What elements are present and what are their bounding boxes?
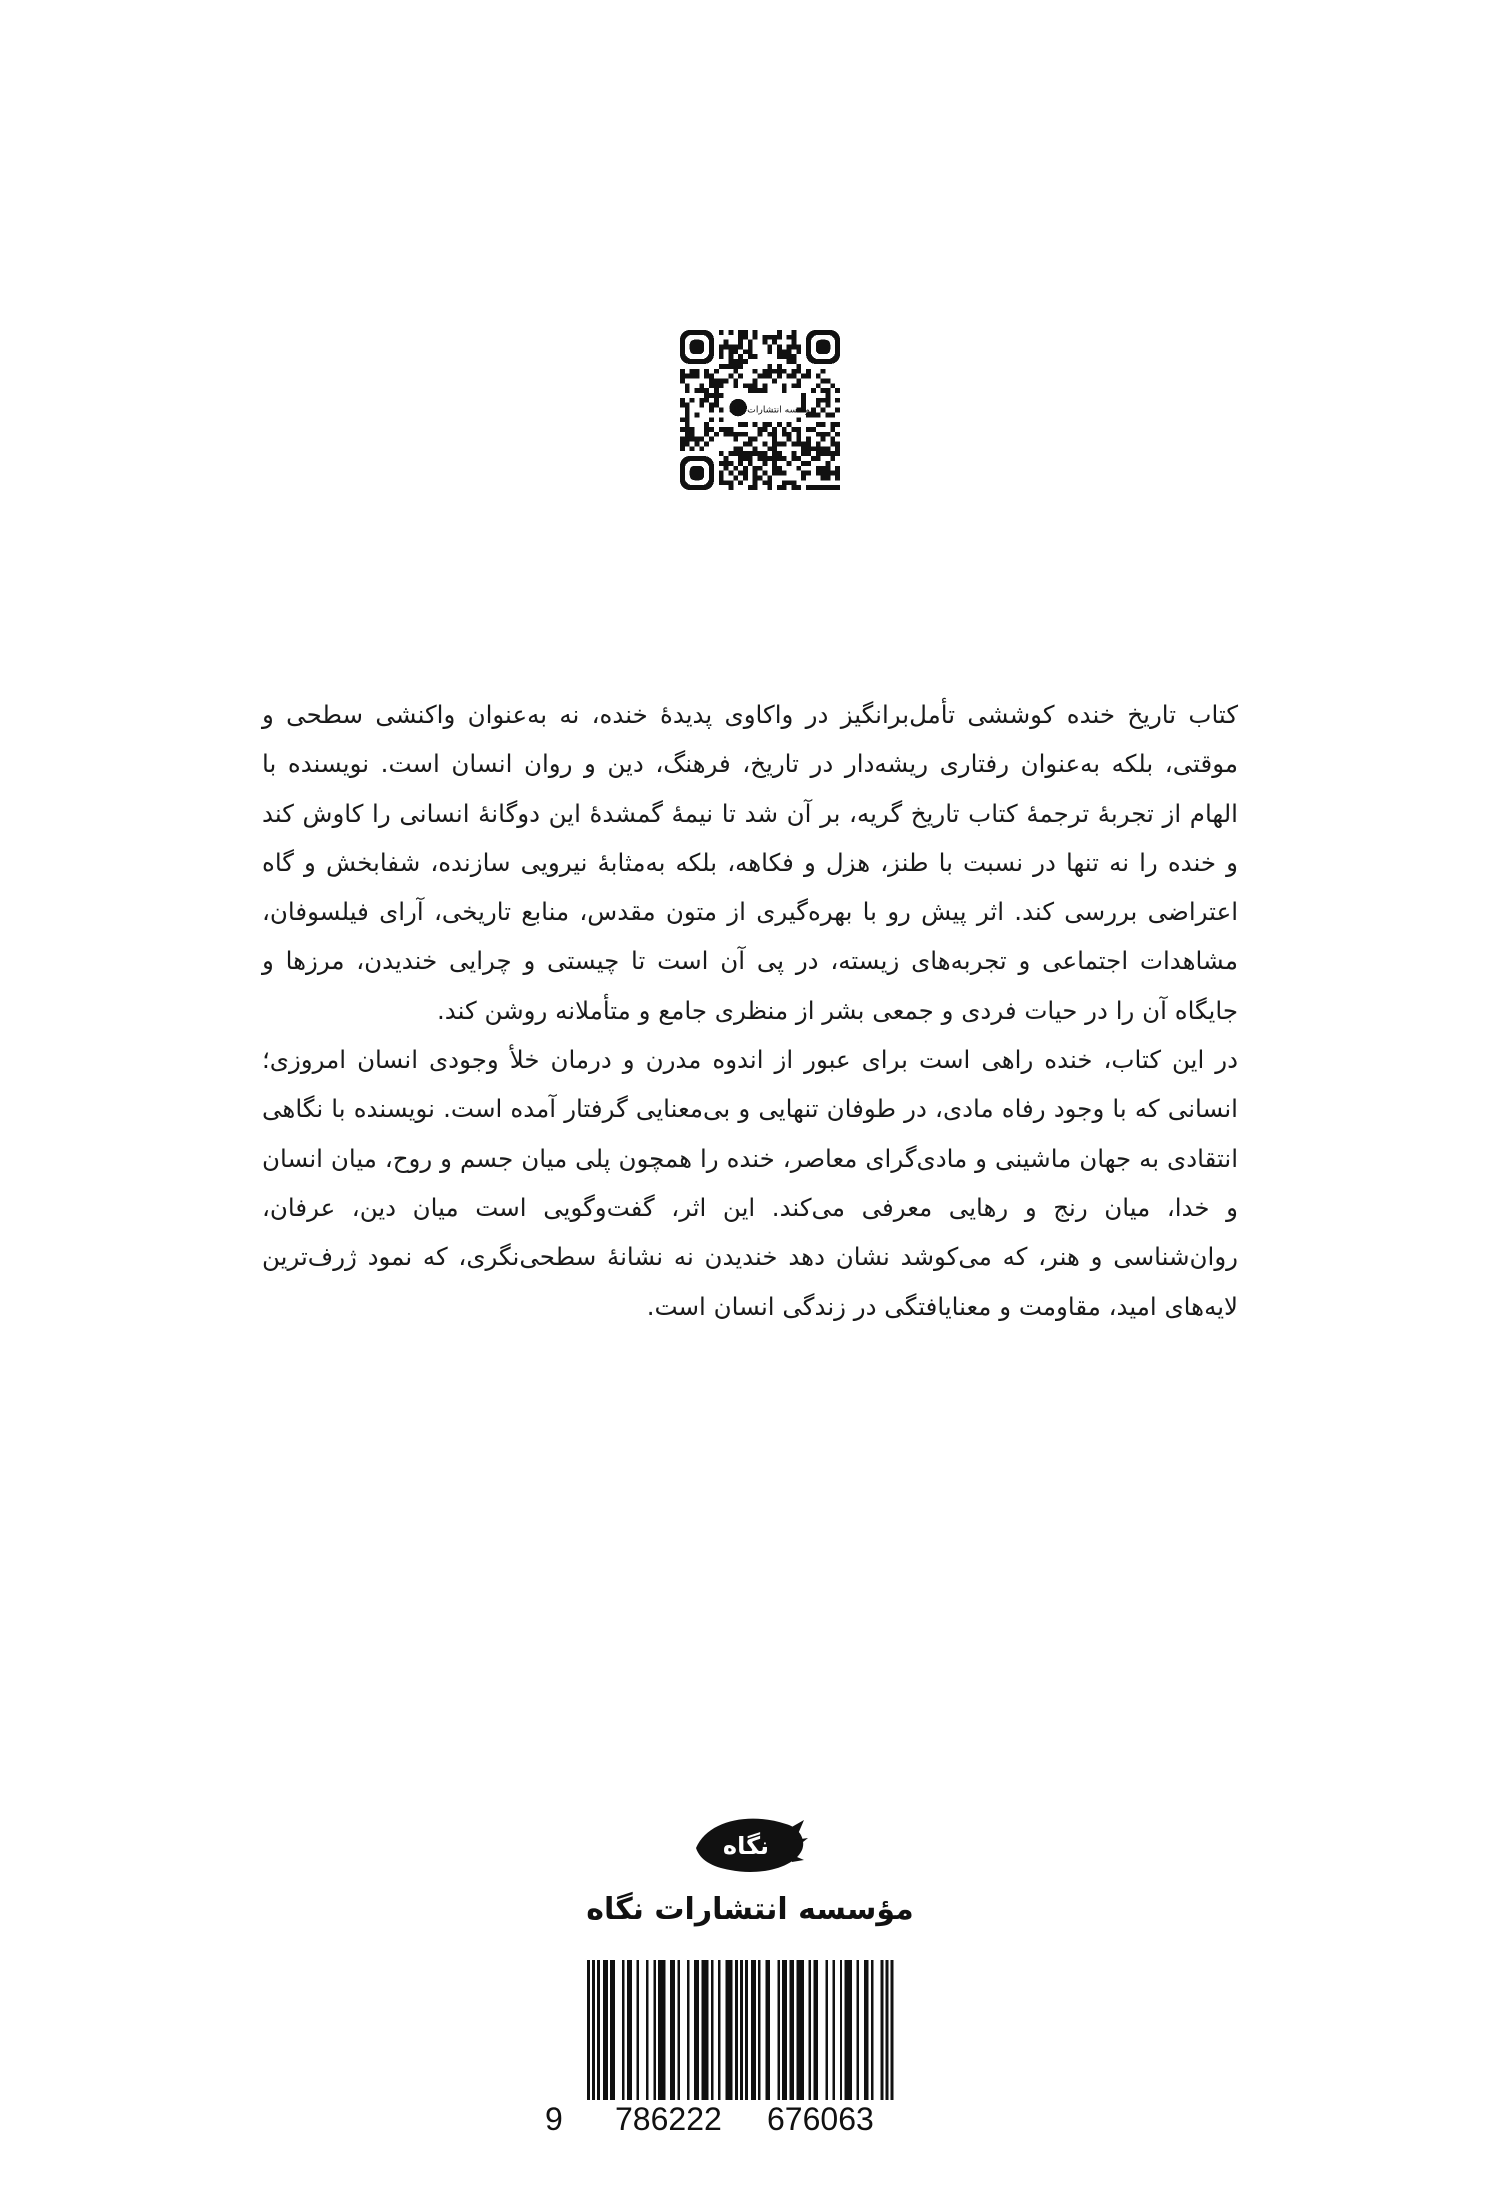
back-cover-blurb [262,690,1238,1331]
isbn-lead-digit: 9 [545,2101,563,2137]
qr-center-label: موسسه انتشارات نگاه [728,404,816,416]
negah-logo-icon [690,1810,810,1880]
blurb-paragraph-1: کتاب تاریخ خنده کوششی تأمل‌برانگیز در واکاوی پدیدهٔ خنده، نه به‌عنوان واکنشی سطحی و موقتی، بلکه به‌عنوان رفتاری ریشه‌دار در تاریخ، فرهنگ، دین و روان انسان است. نویسنده با الهام از تجربهٔ ترجمهٔ کتاب تاریخ گریه، بر آن شد تا نیمهٔ گمشدهٔ این دوگانهٔ انسانی را کاوش کند و خنده را نه تنها در نسبت با طنز، هزل و فکاهه، بلکه به‌مثابهٔ نیرویی سازنده، شفابخش و گاه اعتراضی بررسی کند. اثر پیش رو با بهره‌گیری از متون مقدس، منابع تاریخی، آرای فیلسوفان، مشاهدات اجتماعی و تجربه‌های زیسته، در پی آن است تا چیستی و چرایی خندیدن، مرزها و جایگاه آن را در حیات فردی و جمعی بشر از منظری جامع و متأملانه روشن کند. [262,700,1238,1025]
isbn-group-1: 786222 [615,2101,722,2137]
isbn-number [545,2102,955,2136]
qr-code [680,330,840,490]
publisher-logo [690,1810,810,1880]
logo-text: نگاه [722,1832,770,1860]
qr-code-icon [680,330,840,490]
publisher-name: مؤسسه انتشارات نگاه [586,1892,914,1927]
isbn-barcode [545,1960,955,2135]
blurb-paragraph-2: در این کتاب، خنده راهی است برای عبور از اندوه مدرن و درمان خلأ وجودی انسان امروزی؛ انسانی که با وجود رفاه مادی، در طوفان تنهایی و بی‌معنایی گرفتار آمده است. نویسنده با نگاهی انتقادی به جهان ماشینی و مادی‌گرای معاصر، خنده را همچون پلی میان جسم و روح، میان انسان و خدا، میان رنج و رهایی معرفی می‌کند. این اثر، گفت‌وگویی است میان دین، عرفان، روان‌شناسی و هنر، که می‌کوشد نشان دهد خندیدن نه نشانهٔ سطحی‌نگری، که نمود ژرف‌ترین لایه‌های امید، مقاومت و معنایافتگی در زندگی انسان است. [262,1045,1238,1321]
barcode-icon [545,1960,955,2100]
isbn-group-2: 676063 [767,2101,874,2137]
